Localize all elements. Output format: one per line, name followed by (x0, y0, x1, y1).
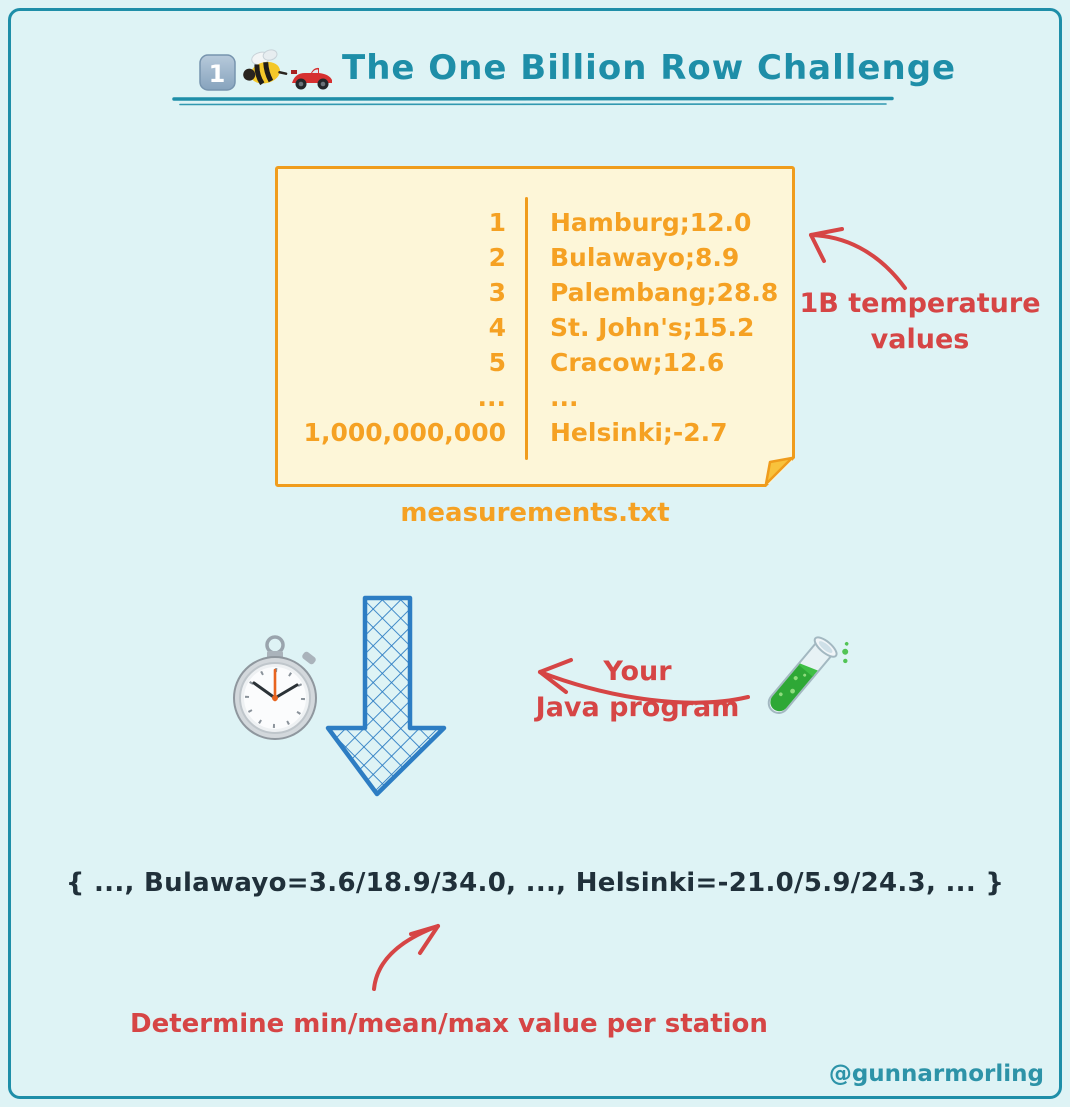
filename-caption: measurements.txt (400, 498, 670, 528)
annotation-line: Java program (535, 692, 740, 723)
row-entry: ... (550, 383, 579, 412)
arrow-to-result (365, 915, 455, 1005)
annotation-line: 1B temperature (799, 288, 1041, 319)
row-entry: Hamburg;12.0 (550, 208, 752, 237)
honeybee-icon (240, 46, 288, 92)
down-arrow-icon (318, 590, 458, 802)
author-handle: @gunnarmorling (828, 1061, 1044, 1087)
keycap-1-icon (198, 52, 238, 92)
line-number: 4 (488, 313, 506, 342)
racing-car-icon (290, 62, 334, 92)
stopwatch-icon (228, 630, 322, 746)
line-number: ... (477, 383, 506, 412)
annotation-determine: Determine min/mean/max value per station (130, 1009, 768, 1039)
file-row (278, 275, 792, 310)
row-entry: Palembang;28.8 (550, 278, 779, 307)
folded-corner-icon (763, 455, 795, 487)
annotation-line: values (870, 324, 970, 355)
annotation-1b-values (798, 286, 1042, 358)
row-entry: Bulawayo;8.9 (550, 243, 740, 272)
file-rows (278, 205, 792, 450)
line-number: 3 (488, 278, 506, 307)
row-entry: Cracow;12.6 (550, 348, 725, 377)
annotation-java-program (520, 654, 755, 726)
line-number: 1 (488, 208, 506, 237)
title-underline (172, 96, 896, 108)
svg-text:1: 1 (208, 60, 226, 88)
file-row (278, 310, 792, 345)
page-title: The One Billion Row Challenge (342, 48, 957, 88)
title-emoji-group (198, 46, 334, 92)
row-entry: Helsinki;-2.7 (550, 418, 728, 447)
line-number: 1,000,000,000 (303, 418, 506, 447)
file-row (278, 415, 792, 450)
file-row (278, 240, 792, 275)
row-entry: St. John's;15.2 (550, 313, 755, 342)
file-row (278, 380, 792, 415)
annotation-line: Your (603, 656, 672, 687)
file-row (278, 345, 792, 380)
file-row (278, 205, 792, 240)
test-tube-icon (740, 622, 856, 738)
line-number: 2 (488, 243, 506, 272)
result-output: { ..., Bulawayo=3.6/18.9/34.0, ..., Helsinki=-21.0/5.9/24.3, ... } (65, 868, 1005, 898)
line-number: 5 (488, 348, 506, 377)
measurements-file-card (275, 166, 795, 487)
